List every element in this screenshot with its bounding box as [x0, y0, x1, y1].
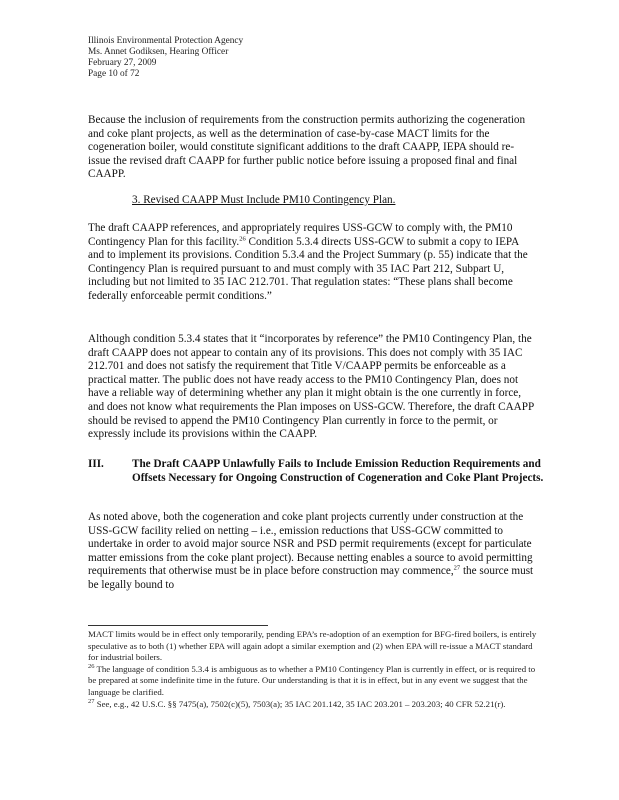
recipient-name: Ms. Annet Godiksen, Hearing Officer: [88, 47, 229, 57]
paragraph-text: As noted above, both the cogeneration and coke plant projects currently under construction at the USS-GCW facility relied on netting – i.e., emission reductions that USS-GCW committed to undertake in order to avoid major source NSR and PSD permit requirements (except for particulate matter emissions from the coke plant project). Because netting enables a source to avoid permitting requirements that otherwise must be in place before construction may commence,: [88, 511, 533, 578]
footnote-ref-27: 27: [453, 564, 461, 572]
footnote-text: See, e.g., 42 U.S.C. §§ 7475(a), 7502(c)(5), 7503(a); 35 IAC 201.142, 35 IAC 203.201 – 203.203; 40 CFR 52.21(r).: [94, 698, 506, 709]
section-title: The Draft CAAPP Unlawfully Fails to Include Emission Reduction Requirements and Offsets Necessary for Ongoing Construction of Cogeneration and Coke Plant Projects.: [132, 458, 544, 484]
footnotes: [88, 629, 538, 710]
section-number: III.: [88, 458, 104, 470]
footnote-27: [88, 699, 538, 711]
footnote-number: 26: [88, 662, 95, 670]
section-heading-iii: [88, 458, 548, 485]
footnote-26: [88, 664, 538, 699]
paragraph-text: The draft CAAPP references, and appropriately requires USS-GCW to comply with, the PM10 Contingency Plan for this facility.: [88, 222, 513, 248]
paragraph-pm10-references: [88, 222, 536, 304]
letterhead: [88, 36, 243, 80]
subheading-pm10-plan: 3. Revised CAAPP Must Include PM10 Contingency Plan.: [132, 194, 396, 206]
footnote-text: The language of condition 5.3.4 is ambiguous as to whether a PM10 Contingency Plan is currently in effect, or is required to be prepared at some indefinite time in the future. Our understanding is that it is in effect, but in any event we suggest that the language be clarified.: [88, 663, 536, 697]
paragraph-text: the source must be legally bound to: [88, 565, 534, 591]
paragraph-netting: [88, 511, 536, 593]
agency-name: Illinois Environmental Protection Agency: [88, 36, 244, 46]
footnote-divider: [88, 625, 268, 626]
footnote-number: 27: [88, 697, 95, 705]
footnote-continuation: MACT limits would be in effect only temporarily, pending EPA’s re-adoption of an exemption for BFG-fired boilers, is entirely speculative as to both (1) whether EPA will again adopt a similar exemption and (2) when EPA will re-issue a MACT standard for industrial boilers.: [88, 629, 537, 663]
paragraph-text: Condition 5.3.4 directs USS-GCW to submit a copy to IEPA and to implement its provisions. Condition 5.3.4 and the Project Summary (p. 55) indicate that the Contingency Plan is required pursuant to and must comply with 35 IAC Part 212, Subpart U, including but not limited to 35 IAC 212.701. That regulation states: “These plans shall become federally enforceable permit conditions.”: [88, 235, 528, 302]
paragraph-incorporation: Although condition 5.3.4 states that it “incorporates by reference” the PM10 Contingency Plan, the draft CAAPP does not appear to contain any of its provisions. This does not comply with 35 IAC 212.701 and does not satisfy the requirement that Title V/CAAPP permits be enforceable as a practical matter. The public does not have ready access to the PM10 Contingency Plan, does not have a reliable way of determining whether any plan it might obtain is the one currently in force, and does not know what requirements the Plan imposes on USS-GCW. Therefore, the draft CAAPP should be revised to append the PM10 Contingency Plan currently in force to the permit, or expressly include its provisions within the CAAPP.: [88, 333, 534, 441]
letter-date: February 27, 2009: [88, 58, 157, 68]
paragraph-reissue-draft: Because the inclusion of requirements from the construction permits authorizing the cogeneration and coke plant projects, as well as the determination of case-by-case MACT limits for the cogeneration boiler, would constitute significant additions to the draft CAAPP, IEPA should re-issue the revised draft CAAPP for further public notice before issuing a proposed final and final CAAPP.: [88, 114, 526, 181]
footnote-ref-26: 26: [239, 234, 246, 242]
page-number: Page 10 of 72: [88, 69, 140, 79]
